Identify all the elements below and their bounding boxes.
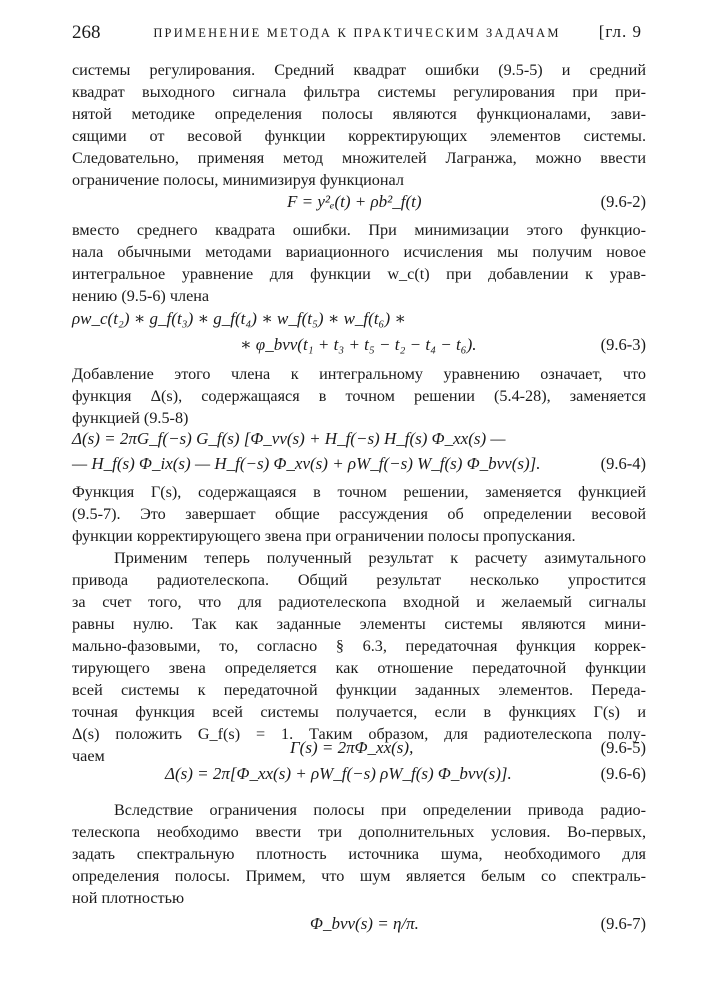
text-line: Добавление этого члена к интегральному уравнению означает, что: [72, 365, 646, 383]
text-line: интегральное уравнение для функции w_c(t) при добавлении к урав-: [72, 265, 646, 283]
text-line: мально-фазовыми, то, согласно § 6.3, передаточная функция коррек-: [72, 637, 646, 655]
equation-9-6-5: Γ(s) = 2πΦ_xx(s),: [290, 738, 414, 757]
page-number: 268: [72, 22, 101, 43]
text-line: функцией (9.5-8): [72, 409, 189, 427]
text-line: Применим теперь полученный результат к расчету азимутального: [114, 549, 646, 567]
equation-9-6-7: Φ_bvv(s) = η/π.: [310, 914, 419, 933]
text-line: Вследствие ограничения полосы при определении привода радио-: [114, 801, 646, 819]
text-line: Δ(s) положить G_f(s) = 1. Таким образом, для радиотелескопа полу-: [72, 725, 646, 743]
equation-text: F = y²ₑ(t) + ρb²_f(t): [287, 192, 422, 211]
text-line: квадрат выходного сигнала фильтра системы регулирования при при-: [72, 83, 646, 101]
text-line: тирующего звена определяется как отношение передаточной функции: [72, 659, 646, 677]
equation-9-6-2: [287, 190, 422, 214]
text-line: нятой методике определения полосы являются функционалами, зави-: [72, 105, 646, 123]
equation-number: (9.6-4): [600, 454, 646, 473]
text-line: ной плотностью: [72, 889, 185, 907]
equation-9-6-6: Δ(s) = 2π[Φ_xx(s) + ρW_f(−s) ρW_f(s) Φ_bvv(s)].: [165, 764, 512, 783]
equation-9-6-3-line2: ∗ φ_bvv(t₁ + t₃ + t₅ − t₂ − t₄ − t₆).: [240, 335, 477, 354]
running-header: [72, 22, 642, 46]
text-line: всей системы к передаточной функции заданных элементов. Переда-: [72, 681, 646, 699]
text-line: системы регулирования. Средний квадрат ошибки (9.5-5) и средний: [72, 61, 646, 79]
text-line: Функция Γ(s), содержащаяся в точном решении, заменяется функцией: [72, 483, 646, 501]
equation-9-6-4-line2: — H_f(s) Φ_ix(s) — H_f(−s) Φ_xv(s) + ρW_f(−s) W_f(s) Φ_bvv(s)].: [72, 454, 541, 473]
text-line: нению (9.5-6) члена: [72, 287, 210, 305]
text-line: вместо среднего квадрата ошибки. При минимизации этого функцио-: [72, 221, 646, 239]
equation-number: (9.6-5): [600, 738, 646, 757]
text-line: равны нулю. Так как заданные элементы системы являются мини-: [72, 615, 646, 633]
equation-number: (9.6-7): [600, 914, 646, 933]
chapter-marker: [гл. 9: [598, 22, 642, 41]
text-line: сящими от весовой функции корректирующих элементов системы.: [72, 127, 646, 145]
text-line: функция Δ(s), содержащаяся в точном решении (5.4-28), заменяется: [72, 387, 646, 405]
text-line: определения полосы. Примем, что шум является белым со спектраль-: [72, 867, 646, 885]
running-title: ПРИМЕНЕНИЕ МЕТОДА К ПРАКТИЧЕСКИМ ЗАДАЧАМ: [153, 26, 561, 40]
equation-9-6-4-line1: Δ(s) = 2πG_f(−s) G_f(s) [Φ_vv(s) + H_f(−s) H_f(s) Φ_xx(s) —: [72, 429, 506, 448]
text-line: привода радиотелескопа. Общий результат несколько упростится: [72, 571, 646, 589]
text-line: чаем: [72, 747, 105, 765]
text-line: задать спектральную плотность источника шума, необходимого для: [72, 845, 646, 863]
text-line: ограничение полосы, минимизируя функционал: [72, 171, 404, 189]
text-line: точная функция всей системы получается, если в функциях Γ(s) и: [72, 703, 646, 721]
text-line: (9.5-7). Это завершает общие рассуждения об определении весовой: [72, 505, 646, 523]
text-line: нала обычными методами вариационного исчисления мы получим новое: [72, 243, 646, 261]
text-line: функции корректирующего звена при ограничении полосы пропускания.: [72, 527, 576, 545]
text-line: за счет того, что для радиотелескопа входной и желаемый сигналы: [72, 593, 646, 611]
equation-number: (9.6-3): [600, 335, 646, 354]
equation-9-6-3-line1: ρw_c(t₂) ∗ g_f(t₃) ∗ g_f(t₄) ∗ w_f(t₅) ∗ w_f(t₆) ∗: [72, 309, 406, 328]
equation-number: (9.6-6): [600, 764, 646, 783]
equation-number: (9.6-2): [600, 192, 646, 211]
text-line: Следовательно, применяя метод множителей Лагранжа, можно ввести: [72, 149, 646, 167]
text-line: телескопа необходимо ввести три дополнительных условия. Во-первых,: [72, 823, 646, 841]
